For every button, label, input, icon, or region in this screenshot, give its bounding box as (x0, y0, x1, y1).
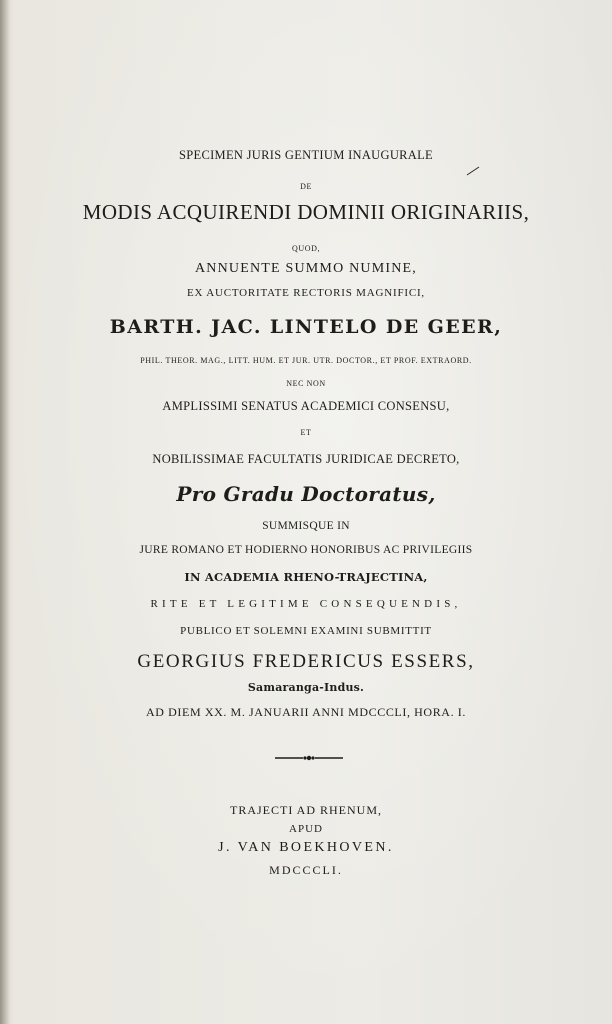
annuente-line: ANNUENTE SUMMO NUMINE, (194, 261, 417, 276)
pro-gradu-line: Pro Gradu Doctoratus, (176, 482, 436, 506)
examini-line: PUBLICO ET SOLEMNI EXAMINI SUBMITTIT (180, 625, 432, 637)
senatus-line: AMPLISSIMI SENATUS ACADEMICI CONSENSU, (162, 399, 450, 413)
academia-line: IN ACADEMIA RHENO-TRAJECTINA, (184, 570, 428, 584)
author-origin: Samaranga-Indus. (247, 681, 365, 694)
publication-year: MDCCCLI. (269, 863, 343, 877)
dissertation-title: MODIS ACQUIRENDI DOMINII ORIGINARIIS, (82, 200, 530, 224)
auctoritate-line: EX AUCTORITATE RECTORIS MAGNIFICI, (187, 287, 425, 299)
pen-mark (466, 166, 480, 176)
facultatis-line: NOBILISSIMAE FACULTATIS JURIDICAE DECRETO, (152, 452, 460, 466)
rite-line: RITE ET LEGITIME CONSEQUENDIS, (150, 598, 462, 610)
rector-titles: PHIL. THEOR. MAG., LITT. HUM. ET JUR. UTR. DOCTOR., ET PROF. EXTRAORD. (140, 356, 472, 365)
publisher-name: J. VAN BOEKHOVEN. (218, 840, 394, 855)
et-line: ET (300, 428, 312, 437)
place-line: TRAJECTI AD RHENUM, (229, 803, 382, 817)
date-line: AD DIEM XX. M. JANUARII ANNI MDCCCLI, HORA. I. (146, 705, 466, 719)
author-name: GEORGIUS FREDERICUS ESSERS, (137, 651, 475, 672)
jure-romano-line: JURE ROMANO ET HODIERNO HONORIBUS AC PRIVILEGIIS (139, 544, 473, 556)
quod-line: QUOD, (291, 244, 321, 253)
summisque-line: SUMMISQUE IN (262, 520, 350, 532)
nec-non-line: NEC NON (286, 379, 326, 388)
ornament-rule (275, 753, 343, 763)
rector-name: BARTH. JAC. LINTELO DE GEER, (109, 316, 503, 338)
apud-line: APUD (289, 823, 323, 835)
de-line: DE (300, 182, 312, 191)
specimen-line: SPECIMEN JURIS GENTIUM INAUGURALE (179, 148, 433, 162)
